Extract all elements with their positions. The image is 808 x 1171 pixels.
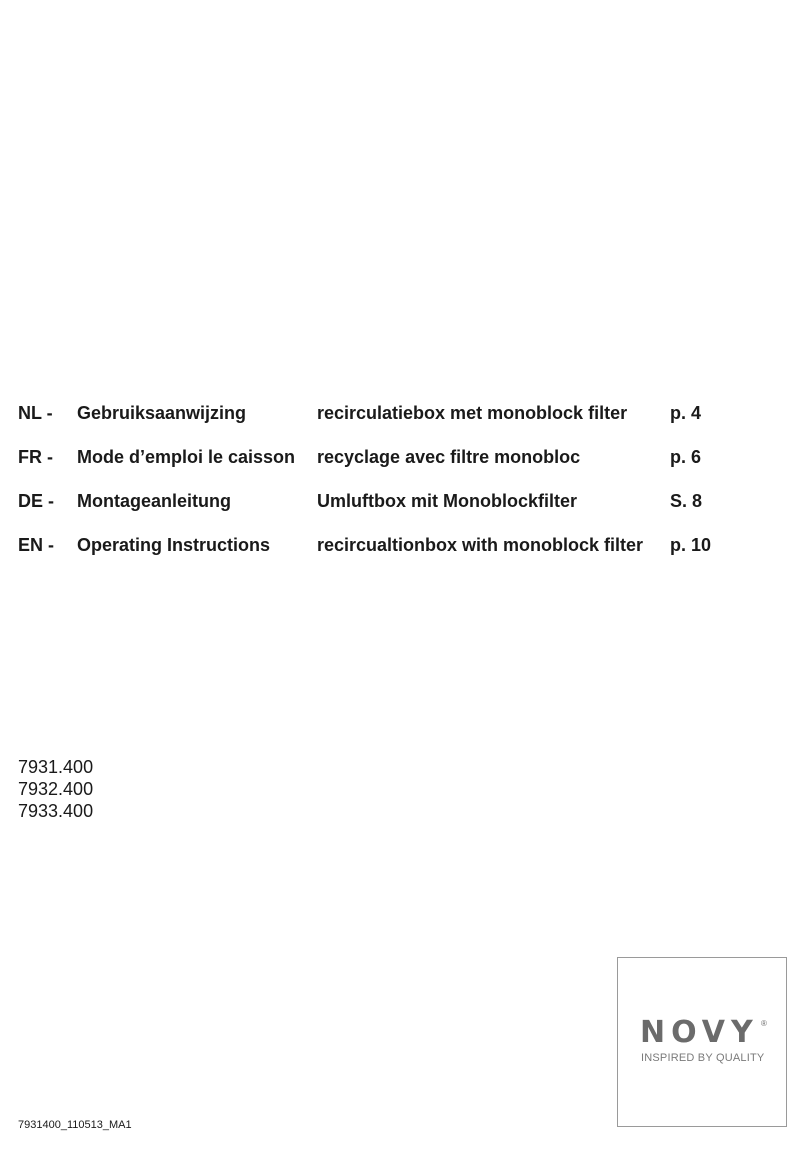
language-code: FR - [18, 447, 53, 467]
language-code: DE - [18, 491, 54, 511]
model-number: 7931.400 [18, 757, 94, 777]
language-row-de [18, 488, 798, 532]
manual-title: Montageanleitung [77, 491, 231, 511]
page-reference: p. 6 [670, 447, 702, 467]
model-number: 7933.400 [18, 801, 94, 821]
language-row-nl [18, 400, 798, 444]
page-reference: S. 8 [670, 491, 703, 511]
novy-logo [617, 957, 787, 1127]
product-description: Umluftbox mit Monoblockfilter [317, 491, 577, 511]
manual-title: Mode d’emploi le caisson [77, 447, 296, 467]
language-row-en [18, 532, 798, 576]
manual-title: Operating Instructions [77, 535, 271, 555]
model-numbers [18, 756, 93, 822]
language-row-fr [18, 444, 798, 488]
product-description: recyclage avec filtre monobloc [317, 447, 581, 467]
manual-title: Gebruiksaanwijzing [77, 403, 247, 423]
brand-name: NOVY [640, 1015, 759, 1050]
brand-tagline: INSPIRED BY QUALITY [641, 1052, 765, 1064]
language-code: NL - [18, 403, 53, 423]
page-reference: p. 4 [670, 403, 702, 423]
language-code: EN - [18, 535, 54, 555]
document-code: 7931400_110513_MA1 [18, 1119, 132, 1131]
product-description: recirculatiebox met monoblock filter [317, 403, 628, 423]
model-number: 7932.400 [18, 779, 94, 799]
language-index [18, 400, 798, 576]
page-reference: p. 10 [670, 535, 712, 555]
product-description: recircualtionbox with monoblock filter [317, 535, 644, 555]
registered-mark: ® [761, 1019, 767, 1028]
